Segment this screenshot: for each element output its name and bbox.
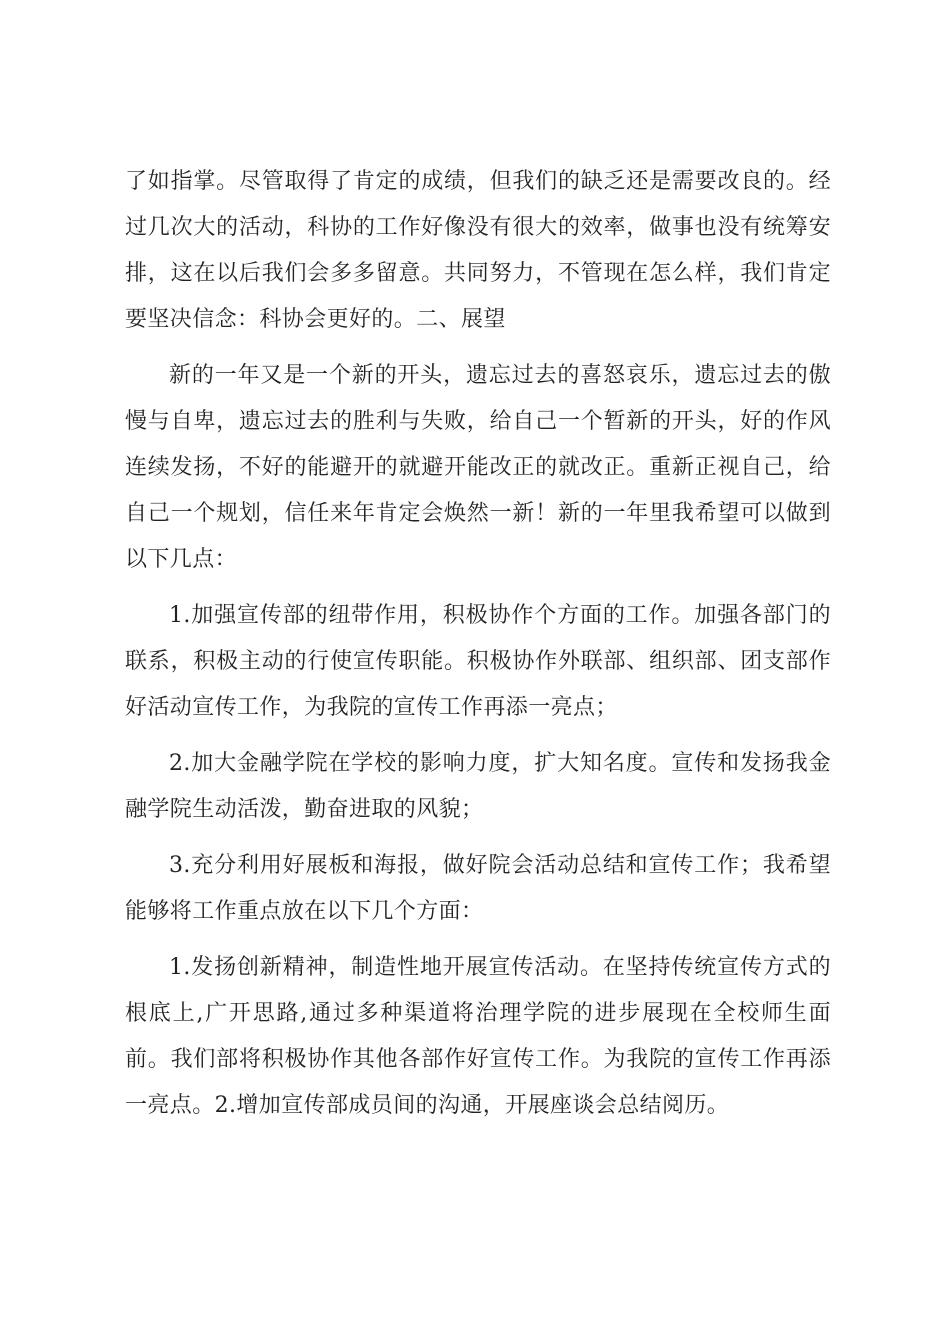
paragraph-point-1: 1.加强宣传部的纽带作用，积极协作个方面的工作。加强各部门的联系，积极主动的行使宣传职能。积极协作外联部、组织部、团支部作好活动宣传工作，为我院的宣传工作再添一亮点； [125,603,831,720]
paragraph-new-year-outlook: 新的一年又是一个新的开头，遗忘过去的喜怒哀乐，遗忘过去的傲慢与自卑，遗忘过去的胜利与失败，给自己一个暂新的开头，好的作风连续发扬，不好的能避开的就避开能改正的就改正。重新正视自己，给自己一个规划，信任来年肯定会焕然一新！新的一年里我希望可以做到以下几点： [125,363,831,572]
paragraph-point-2: 2.加大金融学院在学校的影响力度，扩大知名度。宣传和发扬我金融学院生动活泼，勤奋进取的风貌； [125,751,831,822]
paragraph-summary: 了如指掌。尽管取得了肯定的成绩，但我们的缺乏还是需要改良的。经过几次大的活动，科协的工作好像没有很大的效率，做事也没有统筹安排，这在以后我们会多多留意。共同努力，不管现在怎么样，我们肯定要坚决信念：科协会更好的。二、展望 [125,169,831,332]
document-body [125,159,831,1129]
paragraph-focus-areas: 1.发扬创新精神，制造性地开展宣传活动。在坚持传统宣传方式的根底上,广开思路,通过多种渠道将治理学院的进步展现在全校师生面前。我们部将积极协作其他各部作好宣传工作。为我院的宣传工作再添一亮点。2.增加宣传部成员间的沟通，开展座谈会总结阅历。 [125,955,831,1118]
paragraph-point-3: 3.充分利用好展板和海报，做好院会活动总结和宣传工作；我希望能够将工作重点放在以下几个方面： [125,853,831,924]
